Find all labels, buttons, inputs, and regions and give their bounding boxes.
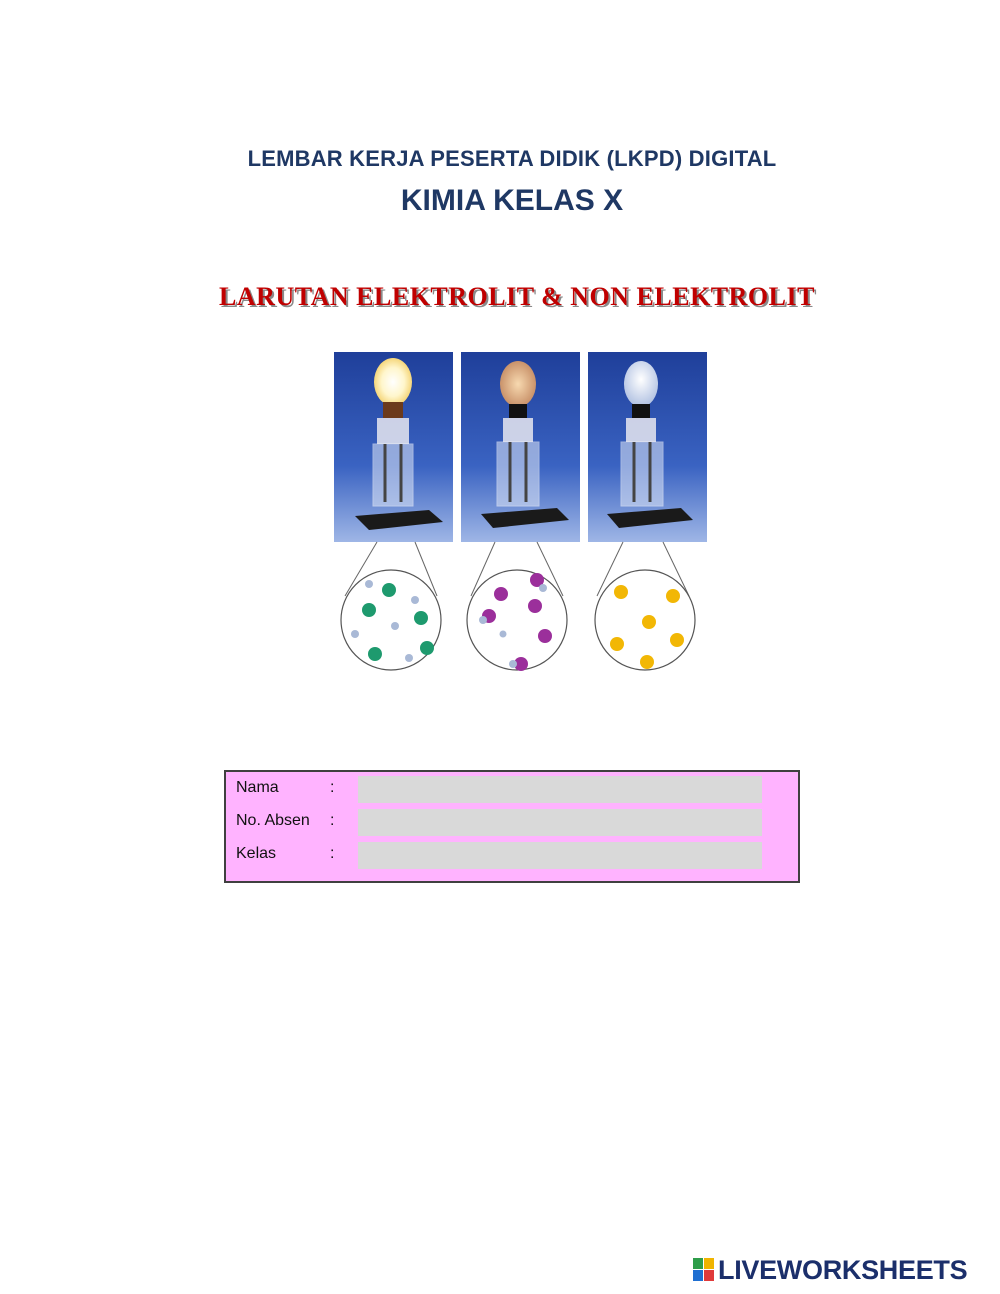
worksheet-title: KIMIA KELAS X bbox=[400, 184, 624, 217]
no-absen-field[interactable] bbox=[358, 809, 762, 836]
student-identity-form bbox=[224, 770, 800, 883]
form-label-nama: Nama bbox=[236, 779, 279, 796]
zoom-circle-ions bbox=[341, 570, 441, 670]
brand-name: LIVEWORKSHEETS bbox=[718, 1254, 968, 1285]
zoom-circle-partial bbox=[467, 570, 567, 671]
form-colon: : bbox=[330, 779, 335, 796]
nama-field[interactable] bbox=[358, 776, 762, 803]
topic-title: LARUTAN ELEKTROLIT & NON ELEKTROLIT bbox=[219, 282, 815, 311]
form-row-kelas bbox=[226, 842, 798, 870]
form-row-nama bbox=[226, 776, 798, 804]
conductivity-test-illustration-icon bbox=[325, 348, 725, 688]
zoom-circle-molecules bbox=[595, 570, 695, 670]
form-label-kelas: Kelas bbox=[236, 845, 277, 862]
liveworksheets-logo-icon bbox=[693, 1258, 715, 1282]
form-label-no-absen: No. Absen bbox=[236, 812, 310, 829]
panel-off bbox=[588, 352, 707, 542]
liveworksheets-brand[interactable] bbox=[693, 1255, 967, 1285]
panel-bright bbox=[334, 352, 453, 542]
form-row-no-absen bbox=[226, 809, 798, 837]
form-colon: : bbox=[330, 845, 335, 862]
worksheet-subtitle: LEMBAR KERJA PESERTA DIDIK (LKPD) DIGITAL bbox=[247, 146, 777, 171]
form-colon: : bbox=[330, 812, 335, 829]
kelas-field[interactable] bbox=[358, 842, 762, 869]
panel-dim bbox=[461, 352, 580, 542]
conductivity-illustration bbox=[325, 348, 725, 688]
